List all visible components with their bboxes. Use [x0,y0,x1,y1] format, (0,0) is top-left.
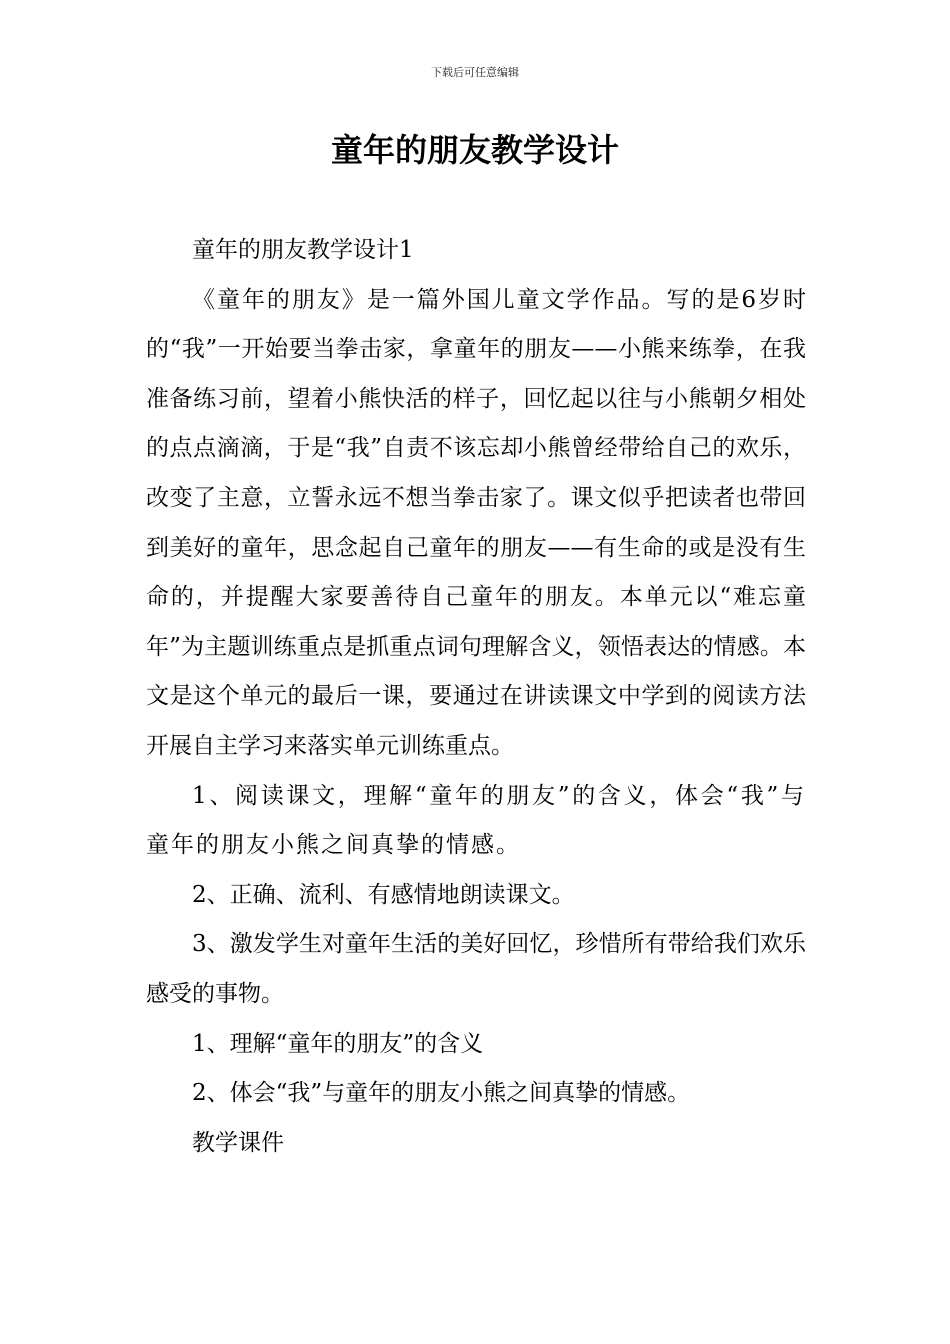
teaching-materials: 教学课件 [192,1129,284,1156]
intro-paragraph: 《童年的朋友》是一篇外国儿童文学作品。写的是6岁时的“我”一开始要当拳击家，拿童年的朋友——小熊来练拳，在我准备练习前，望着小熊快活的样子，回忆起以往与小熊朝夕相处的点点滴滴，于是“我”自责不该忘却小熊曾经带给自己的欢乐，改变了主意，立誓永远不想当拳击家了。课文似乎把读者也带回到美好的童年，思念起自己童年的朋友——有生命的或是没有生命的，并提醒大家要善待自己童年的朋友。本单元以“难忘童年”为主题训练重点是抓重点词句理解含义，领悟表达的情感。本文是这个单元的最后一课，要通过在讲读课文中学到的阅读方法开展自主学习来落实单元训练重点。 [146,286,806,759]
goal-item-2: 2、正确、流利、有感情地朗读课文。 [192,881,575,908]
document-title: 童年的朋友教学设计 [330,131,619,169]
section-heading: 童年的朋友教学设计1 [192,237,414,263]
header-note: 下载后可任意编辑 [431,66,519,79]
goal-item-3: 3、激发学生对童年生活的美好回忆，珍惜所有带给我们欢乐感受的事物。 [146,931,806,1007]
document-body [146,226,806,1168]
key-point-2: 2、体会“我”与童年的朋友小熊之间真挚的情感。 [192,1080,691,1107]
key-point-1: 1、理解“童年的朋友”的含义 [192,1030,484,1057]
goal-item-1: 1、阅读课文，理解“童年的朋友”的含义，体会“我”与童年的朋友小熊之间真挚的情感。 [146,782,806,859]
